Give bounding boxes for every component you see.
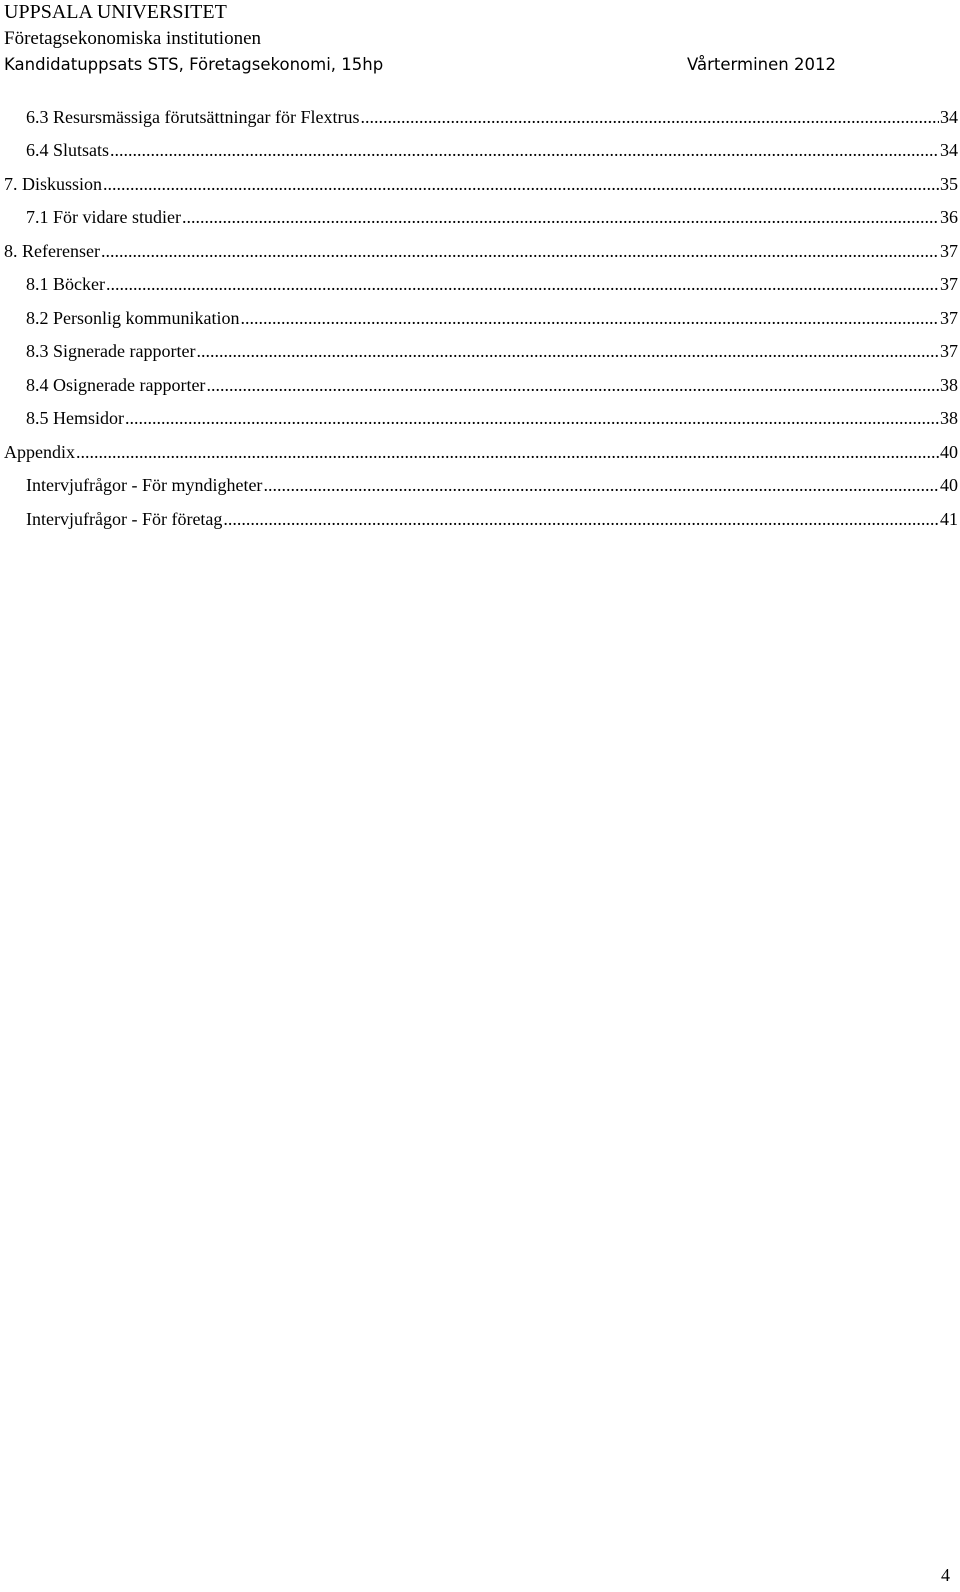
toc-leader-dots [103,173,939,195]
toc-entry[interactable] [0,301,958,335]
toc-entry-title: Intervjufrågor - För myndigheter [26,475,263,496]
toc-entry[interactable] [0,435,958,469]
toc-leader-dots [182,206,939,228]
toc-leader-dots [101,240,939,262]
toc-entry[interactable] [0,234,958,268]
toc-entry-page: 41 [940,508,958,529]
toc-entry[interactable] [0,335,958,369]
toc-entry-title: 8.1 Böcker [26,274,105,295]
toc-entry-title: 7.1 För vidare studier [26,207,181,228]
toc-leader-dots [241,307,940,329]
toc-entry-title: 6.3 Resursmässiga förutsättningar för Flextrus [26,106,360,127]
toc-leader-dots [76,441,939,463]
toc-entry[interactable] [0,469,958,503]
toc-entry[interactable] [0,167,958,201]
toc-entry-title: 7. Diskussion [4,173,103,194]
toc-entry-page: 37 [940,274,958,295]
toc-entry-title: 8. Referenser [4,240,100,261]
toc-entry-page: 40 [940,475,958,496]
page-number: 4 [941,1565,950,1585]
toc-entry-title: 8.3 Signerade rapporter [26,341,196,362]
toc-entry-title: Intervjufrågor - För företag [26,508,223,529]
toc-entry-page: 38 [940,374,958,395]
toc-entry-page: 34 [940,106,958,127]
term-label: Vårterminen 2012 [687,55,836,74]
toc-leader-dots [196,340,939,362]
table-of-contents [0,100,958,536]
institution-name: Företagsekonomiska institutionen [4,28,262,49]
toc-entry-title: 8.5 Hemsidor [26,408,124,429]
toc-entry[interactable] [0,201,958,235]
toc-entry[interactable] [0,402,958,436]
toc-entry-page: 35 [940,173,958,194]
toc-entry-page: 34 [940,140,958,161]
toc-leader-dots [206,374,939,396]
toc-leader-dots [110,139,939,161]
toc-entry-title: 6.4 Slutsats [26,140,110,161]
toc-entry-page: 37 [940,307,958,328]
toc-entry[interactable] [0,368,958,402]
toc-entry-title: 8.4 Osignerade rapporter [26,374,206,395]
toc-entry[interactable] [0,502,958,536]
toc-entry-page: 37 [940,341,958,362]
toc-leader-dots [223,508,939,530]
toc-entry[interactable] [0,268,958,302]
toc-leader-dots [106,273,939,295]
toc-entry-title: 8.2 Personlig kommunikation [26,307,240,328]
toc-entry-page: 36 [940,207,958,228]
toc-entry-page: 37 [940,240,958,261]
toc-leader-dots [263,474,939,496]
university-name: UPPSALA UNIVERSITET [4,1,227,23]
toc-entry-title: Appendix [4,441,75,462]
toc-entry-page: 38 [940,408,958,429]
toc-entry-page: 40 [940,441,958,462]
toc-entry[interactable] [0,100,958,134]
toc-entry[interactable] [0,134,958,168]
toc-leader-dots [360,106,939,128]
toc-leader-dots [125,407,939,429]
course-title: Kandidatuppsats STS, Företagsekonomi, 15hp [4,55,384,74]
